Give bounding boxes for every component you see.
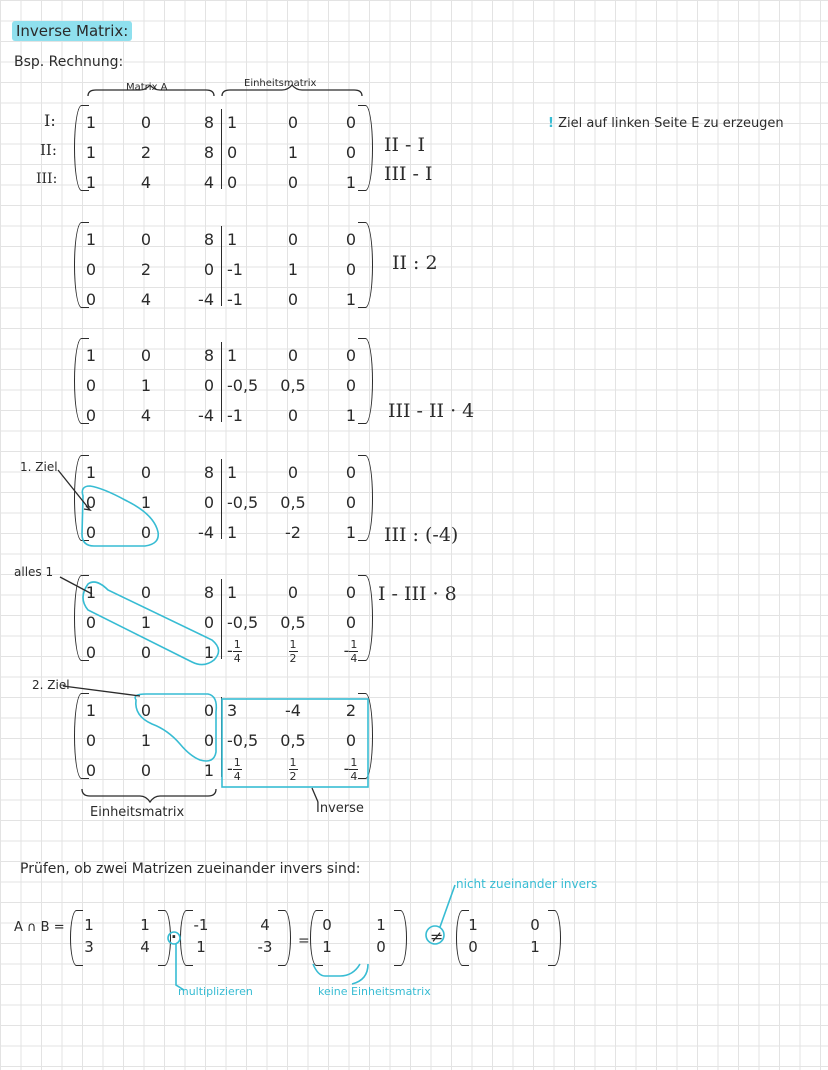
op-step3: III - II · 4 xyxy=(388,400,475,422)
matrix-a-cell: 4 xyxy=(140,938,150,956)
left-cell: 1 xyxy=(85,230,97,249)
left-cell: 0 xyxy=(203,731,214,750)
left-cell: 4 xyxy=(140,173,152,192)
identity-underbrace xyxy=(82,789,216,802)
result-matrix-cell: 0 xyxy=(376,938,386,956)
left-cell: 4 xyxy=(140,290,152,309)
right-cell: - $\frac{1}{4}$ xyxy=(227,756,241,783)
left-cell: 1 xyxy=(85,173,97,192)
matrix-b-cell: 4 xyxy=(260,916,270,934)
left-cell: 0 xyxy=(140,761,152,780)
right-cell: 1 xyxy=(227,523,238,542)
multiply-circle xyxy=(168,928,180,946)
left-cell: 1 xyxy=(85,143,97,162)
left-cell: 0 xyxy=(85,290,97,309)
left-cell: 0 xyxy=(85,376,97,395)
product-label: A ∩ B = xyxy=(14,920,65,935)
not-equal-circle xyxy=(426,926,444,944)
left-cell: 2 xyxy=(140,260,152,279)
right-cell: 1 xyxy=(227,583,238,602)
right-cell: 0,5 xyxy=(280,731,306,750)
right-cell: 0 xyxy=(287,290,299,309)
right-cell: 1 xyxy=(227,113,238,132)
inverse-pointer xyxy=(312,788,318,802)
right-cell: 0 xyxy=(345,376,357,395)
right-cell: 0 xyxy=(345,143,357,162)
left-cell: 1 xyxy=(140,613,152,632)
right-cell: - $\frac{1}{4}$ xyxy=(227,638,241,665)
not-inverse-note: nicht zueinander invers xyxy=(456,877,598,891)
right-cell: - $\frac{1}{4}$ xyxy=(343,638,358,665)
right-cell: 1 xyxy=(287,143,299,162)
left-cell: 0 xyxy=(140,346,152,365)
right-cell: 0 xyxy=(345,583,357,602)
no-identity-note: keine Einheitsmatrix xyxy=(318,985,431,998)
right-cell: 1 xyxy=(287,260,299,279)
right-cell: 0 xyxy=(287,406,299,425)
right-cell: 0 xyxy=(345,346,357,365)
right-cell: 0 xyxy=(227,143,238,162)
right-cell: -1 xyxy=(227,406,243,425)
matrix-a-cell: 1 xyxy=(140,916,150,934)
left-cell: 1 xyxy=(85,701,97,720)
left-cell: 0 xyxy=(85,260,97,279)
goal-1-arrow xyxy=(58,470,90,510)
row-label-1: I: xyxy=(44,111,56,130)
identity-matrix-note: Einheitsmatrix xyxy=(90,805,185,820)
left-cell: 0 xyxy=(85,406,97,425)
identity-matrix-cell: 0 xyxy=(530,916,540,934)
left-cell: 1 xyxy=(203,761,214,780)
left-cell: 4 xyxy=(140,406,152,425)
all-ones-note: alles 1 xyxy=(14,565,54,579)
matrix-a-brace xyxy=(88,82,214,96)
not-equal-symbol: ≠ xyxy=(430,927,444,946)
left-cell: 0 xyxy=(140,523,152,542)
left-cell: 2 xyxy=(140,143,152,162)
left-cell: 1 xyxy=(85,346,97,365)
right-cell: 1 xyxy=(345,290,357,309)
left-cell: 4 xyxy=(203,173,214,192)
right-cell: 2 xyxy=(345,701,357,720)
left-cell: 0 xyxy=(203,701,214,720)
right-cell: -1 xyxy=(227,260,243,279)
left-cell: 8 xyxy=(203,230,214,249)
identity-matrix-cell: 1 xyxy=(468,916,478,934)
identity-label-top: Einheitsmatrix xyxy=(244,78,317,89)
right-cell: 1 xyxy=(345,406,357,425)
matrix-b-cell: 1 xyxy=(196,938,206,956)
right-cell: -0,5 xyxy=(227,376,259,395)
check-heading: Prüfen, ob zwei Matrizen zueinander invers sind: xyxy=(20,861,361,877)
matrix-b-cell: -3 xyxy=(257,938,273,956)
left-cell: 1 xyxy=(140,493,152,512)
right-cell: 1 xyxy=(345,173,357,192)
right-cell: 0 xyxy=(345,260,357,279)
right-cell: 0 xyxy=(287,230,299,249)
page-title-text: Inverse Matrix: xyxy=(12,21,132,41)
matrix-a-label: Matrix A xyxy=(126,82,168,93)
left-cell: 0 xyxy=(203,613,214,632)
inverse-box xyxy=(222,699,368,787)
goal-2-note: 2. Ziel xyxy=(32,678,70,692)
example-label: Bsp. Rechnung: xyxy=(14,54,124,70)
identity-matrix-cell: 1 xyxy=(530,938,540,956)
right-cell: 0 xyxy=(287,346,299,365)
identity-matrix-cell: 0 xyxy=(468,938,478,956)
not-inverse-pointer xyxy=(440,885,455,927)
left-cell: 0 xyxy=(140,113,152,132)
right-cell: -0,5 xyxy=(227,613,259,632)
multiply-note: multiplizieren xyxy=(178,985,253,998)
left-cell: 0 xyxy=(85,523,97,542)
matrix-a-cell: 1 xyxy=(84,916,94,934)
right-cell: 0 xyxy=(345,230,357,249)
left-cell: 0 xyxy=(203,260,214,279)
right-cell: 0,5 xyxy=(280,376,306,395)
equals-symbol: = xyxy=(298,933,310,949)
left-cell: -4 xyxy=(198,406,214,425)
result-underbrace xyxy=(313,964,360,976)
left-cell: 8 xyxy=(203,346,214,365)
side-note-text: Ziel auf linken Seite E zu erzeugen xyxy=(558,116,784,131)
left-cell: 0 xyxy=(85,613,97,632)
multiply-pointer xyxy=(176,944,184,990)
row-label-3: III: xyxy=(36,171,58,187)
op-step2: II : 2 xyxy=(392,252,438,274)
right-cell: 1 xyxy=(227,230,238,249)
diagonal-highlight xyxy=(83,582,219,665)
op-step1-a: II - I xyxy=(384,134,426,156)
right-cell: 0,5 xyxy=(280,493,306,512)
multiply-symbol: · xyxy=(171,928,177,946)
right-cell: 3 xyxy=(227,701,238,720)
goal-2-arrow xyxy=(63,686,140,696)
right-cell: 0 xyxy=(287,173,299,192)
right-cell: -1 xyxy=(227,290,243,309)
right-cell: -2 xyxy=(285,523,301,542)
right-cell: -0,5 xyxy=(227,493,259,512)
left-cell: -4 xyxy=(198,523,214,542)
result-matrix-cell: 1 xyxy=(322,938,332,956)
op-step1-b: III - I xyxy=(384,163,433,185)
identity-brace-pointer xyxy=(352,964,368,984)
left-cell: 1 xyxy=(85,113,97,132)
left-cell: 0 xyxy=(85,761,97,780)
goal-1-highlight xyxy=(82,486,158,546)
right-cell: 0 xyxy=(287,463,299,482)
op-step4: III : (-4) xyxy=(384,524,459,546)
left-cell: 1 xyxy=(140,731,152,750)
goal-2-highlight xyxy=(135,694,216,761)
right-cell: 1 xyxy=(227,463,238,482)
left-cell: 0 xyxy=(140,230,152,249)
op-step5: I - III · 8 xyxy=(378,583,457,605)
left-cell: 0 xyxy=(85,731,97,750)
right-cell: 1 xyxy=(227,346,238,365)
goal-1-note: 1. Ziel xyxy=(20,460,58,474)
right-cell: 0 xyxy=(345,463,357,482)
left-cell: -4 xyxy=(198,290,214,309)
right-cell: -0,5 xyxy=(227,731,259,750)
right-cell: - $\frac{1}{4}$ xyxy=(343,756,358,783)
right-cell: 1 xyxy=(345,523,357,542)
left-cell: 0 xyxy=(85,493,97,512)
left-cell: 0 xyxy=(140,463,152,482)
right-cell: $\frac{1}{2}$ xyxy=(289,756,297,783)
right-cell: 0 xyxy=(287,113,299,132)
left-cell: 1 xyxy=(140,376,152,395)
right-cell: 0 xyxy=(287,583,299,602)
left-cell: 1 xyxy=(85,463,97,482)
left-cell: 0 xyxy=(140,643,152,662)
left-cell: 8 xyxy=(203,113,214,132)
exclamation-icon: ! xyxy=(548,116,554,131)
left-cell: 0 xyxy=(85,643,97,662)
left-cell: 0 xyxy=(203,376,214,395)
left-cell: 0 xyxy=(140,583,152,602)
left-cell: 0 xyxy=(203,493,214,512)
matrix-a-cell: 3 xyxy=(84,938,94,956)
right-cell: 0 xyxy=(345,731,357,750)
right-cell: 0 xyxy=(345,613,357,632)
right-cell: -4 xyxy=(285,701,301,720)
inverse-note: Inverse xyxy=(316,801,364,816)
right-cell: 0,5 xyxy=(280,613,306,632)
right-cell: 0 xyxy=(227,173,238,192)
left-cell: 8 xyxy=(203,463,214,482)
right-cell: $\frac{1}{2}$ xyxy=(289,638,297,665)
left-cell: 1 xyxy=(203,643,214,662)
left-cell: 8 xyxy=(203,143,214,162)
result-matrix-cell: 1 xyxy=(376,916,386,934)
left-cell: 0 xyxy=(140,701,152,720)
left-cell: 8 xyxy=(203,583,214,602)
identity-brace xyxy=(222,85,362,96)
row-label-2: II: xyxy=(40,141,57,159)
matrix-b-cell: -1 xyxy=(193,916,209,934)
right-cell: 0 xyxy=(345,493,357,512)
left-cell: 1 xyxy=(85,583,97,602)
right-cell: 0 xyxy=(345,113,357,132)
result-matrix-cell: 0 xyxy=(322,916,332,934)
